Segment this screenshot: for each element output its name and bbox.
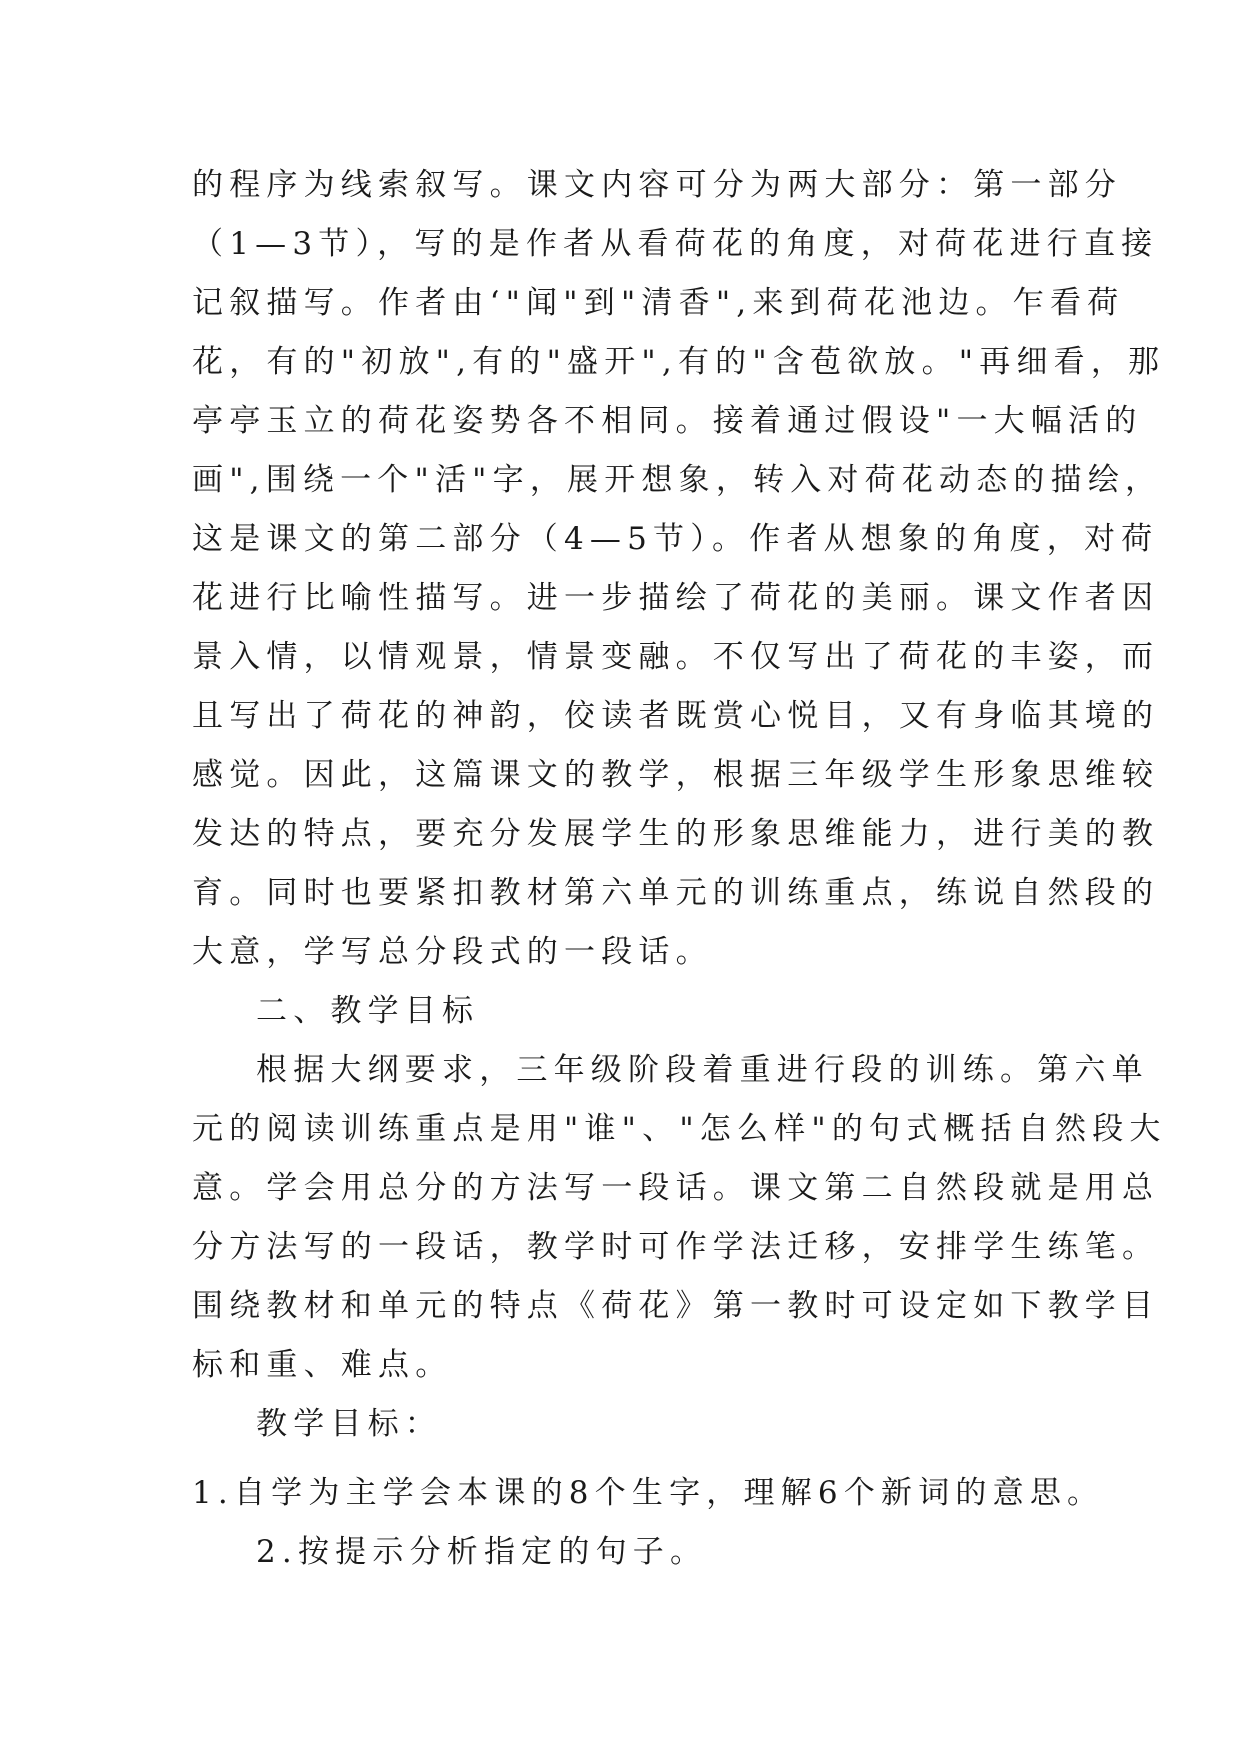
paragraph-line: 围绕教材和单元的特点《荷花》第一教时可设定如下教学目 bbox=[192, 1288, 1160, 1324]
paragraph-line: 记叙描写。作者由‘"闻"到"清香",来到荷花池边。乍看荷 bbox=[192, 285, 1125, 321]
goals-label: 教学目标： bbox=[256, 1406, 442, 1442]
paragraph-line: 景入情，以情观景，情景变融。不仅写出了荷花的丰姿，而 bbox=[192, 639, 1160, 675]
paragraph-line: 的程序为线索叙写。课文内容可分为两大部分：第一部分 bbox=[192, 167, 1122, 203]
paragraph-line: 且写出了荷花的神韵，佼读者既赏心悦目，又有身临其境的 bbox=[192, 698, 1160, 734]
paragraph-line: 元的阅读训练重点是用"谁"、"怎么样"的句式概括自然段大 bbox=[192, 1111, 1167, 1147]
paragraph-line: 这是课文的第二部分（4—5节）。作者从想象的角度，对荷 bbox=[192, 521, 1159, 557]
paragraph-line: 花进行比喻性描写。进一步描绘了荷花的美丽。课文作者因 bbox=[192, 580, 1160, 616]
goal-item: 2.按提示分析指定的句子。 bbox=[256, 1534, 708, 1570]
paragraph-line: 画",围绕一个"活"字，展开想象，转入对荷花动态的描绘， bbox=[192, 462, 1163, 498]
paragraph-line: 亭亭玉立的荷花姿势各不相同。接着通过假设"一大幅活的 bbox=[192, 403, 1143, 439]
goal-item: 1.自学为主学会本课的8个生字，理解6个新词的意思。 bbox=[192, 1475, 1105, 1511]
paragraph-line: （1—3节），写的是作者从看荷花的角度，对荷花进行直接 bbox=[192, 226, 1159, 262]
paragraph-line: 花，有的"初放",有的"盛开",有的"含苞欲放。"再细看，那 bbox=[192, 344, 1166, 380]
paragraph-line: 大意，学写总分段式的一段话。 bbox=[192, 934, 713, 970]
section-heading: 二、教学目标 bbox=[256, 993, 480, 1029]
paragraph-line: 根据大纲要求，三年级阶段着重进行段的训练。第六单 bbox=[256, 1052, 1149, 1088]
paragraph-line: 意。学会用总分的方法写一段话。课文第二自然段就是用总 bbox=[192, 1170, 1160, 1206]
paragraph-line: 育。同时也要紧扣教材第六单元的训练重点，练说自然段的 bbox=[192, 875, 1160, 911]
paragraph-line: 分方法写的一段话，教学时可作学法迁移，安排学生练笔。 bbox=[192, 1229, 1160, 1265]
paragraph-line: 发达的特点，要充分发展学生的形象思维能力，进行美的教 bbox=[192, 816, 1160, 852]
document-body bbox=[192, 156, 1167, 1592]
paragraph-line: 标和重、难点。 bbox=[192, 1347, 453, 1383]
paragraph-line: 感觉。因此，这篇课文的教学，根据三年级学生形象思维较 bbox=[192, 757, 1160, 793]
